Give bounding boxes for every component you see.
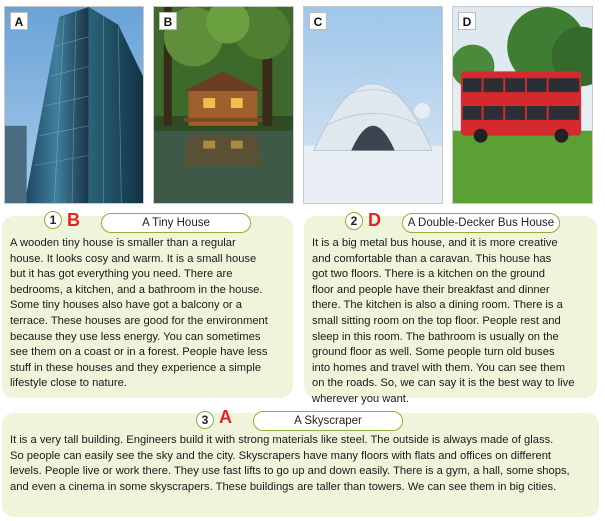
card-title: A Double-Decker Bus House xyxy=(402,213,560,233)
answer-letter: A xyxy=(219,407,232,427)
text-line: see them on a coast or in a forest. People have less xyxy=(10,346,268,359)
text-line: A wooden tiny house is smaller than a regular xyxy=(10,237,236,249)
photo-label: B xyxy=(159,12,177,30)
answer-letter: D xyxy=(368,210,381,230)
photo-label: D xyxy=(458,12,476,30)
skyscraper-image xyxy=(5,7,143,203)
text-line: and comfortable than a caravan. This house has xyxy=(312,252,552,265)
text-line: small sitting room on the top floor. People rest and xyxy=(312,314,561,327)
text-line: terrace. These houses are good for the environment xyxy=(10,314,268,327)
photo-d-bus xyxy=(452,6,593,204)
card-body xyxy=(10,236,293,392)
text-line: lifestyle close to nature. xyxy=(10,377,127,390)
text-line: and even a cinema in some skyscrapers. These buildings are taller than towers. We can see them in big cities. xyxy=(10,480,557,493)
photo-a-skyscraper xyxy=(4,6,144,204)
text-line: because they use less energy. You can sometimes xyxy=(10,330,261,343)
text-line: bedrooms, a kitchen, and a bathroom in the house. xyxy=(10,283,263,296)
photo-b-tiny-house xyxy=(153,6,294,204)
card-body xyxy=(10,433,600,495)
card-body xyxy=(312,236,595,408)
text-line: ground floor as well. Some people turn old buses xyxy=(312,346,555,359)
text-line: sleep in this room. The bathroom is usually on the xyxy=(312,330,559,343)
text-line: It is a very tall building. Engineers build it with strong materials like steel. The outside is always made of glass. xyxy=(10,434,554,446)
text-line: wherever you want. xyxy=(312,392,410,405)
text-line: there. The kitchen is also a dining room. There is a xyxy=(312,299,563,312)
text-line: got two floors. There is a kitchen on the ground xyxy=(312,268,546,281)
text-line: stuff in these houses and they experience a simple xyxy=(10,361,262,374)
answer-letter: B xyxy=(67,210,80,230)
card-number: 3 xyxy=(196,411,214,429)
text-line: Some tiny houses also have got a balcony or a xyxy=(10,299,242,312)
text-line: floor and people have their breakfast and dinner xyxy=(312,283,550,296)
text-line: on the roads. So, we can say it is the best way to live xyxy=(312,377,575,390)
text-line: but it has got everything you need. There are xyxy=(10,268,233,281)
text-line: house. It looks cosy and warm. It is a small house xyxy=(10,252,257,265)
photo-c-igloo xyxy=(303,6,443,204)
photo-label: C xyxy=(309,12,327,30)
text-line: into homes and travel with them. You can see them xyxy=(312,361,566,374)
igloo-image xyxy=(304,7,442,203)
card-number: 2 xyxy=(345,212,363,230)
card-title: A Tiny House xyxy=(101,213,251,233)
text-line: So people can easily see the sky and the city. Skyscrapers have many floors with flats and offices on different xyxy=(10,449,552,462)
photo-label: A xyxy=(10,12,28,30)
card-number: 1 xyxy=(44,211,62,229)
tiny-house-image xyxy=(154,7,293,203)
text-line: It is a big metal bus house, and it is more creative xyxy=(312,237,558,249)
double-decker-bus-image xyxy=(453,7,592,203)
text-line: levels. People live or work there. They use fast lifts to go up and down easily. There is a gym, a hall, some shops, xyxy=(10,465,570,478)
card-title: A Skyscraper xyxy=(253,411,403,431)
